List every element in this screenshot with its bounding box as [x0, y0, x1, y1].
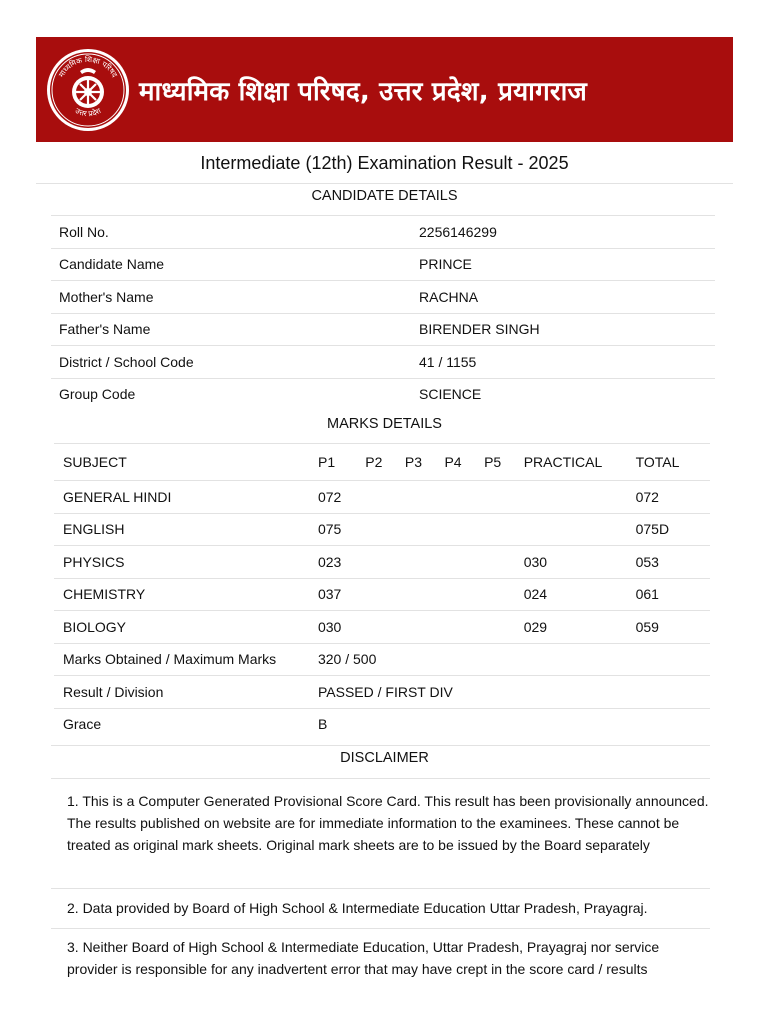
logo-text-bottom: उत्तर प्रदेश: [73, 105, 103, 118]
marks-header-row: [54, 444, 710, 481]
candidate-field-label: Roll No.: [51, 216, 411, 249]
mark-cell: [515, 513, 627, 546]
disclaimer-heading: DISCLAIMER: [340, 750, 429, 766]
header-banner: [36, 37, 733, 142]
mark-cell: [435, 513, 475, 546]
mark-cell: 030: [515, 546, 627, 579]
summary-label: Marks Obtained / Maximum Marks: [54, 643, 309, 676]
summary-label: Grace: [54, 708, 309, 740]
divider: [51, 888, 710, 889]
summary-label: Result / Division: [54, 676, 309, 709]
mark-cell: [515, 481, 627, 514]
mark-cell: [435, 546, 475, 579]
subject-row: [54, 578, 710, 611]
subject-row: [54, 481, 710, 514]
up-board-emblem-icon: [45, 47, 131, 133]
mark-cell: 072: [309, 481, 356, 514]
mark-cell: [475, 513, 515, 546]
mark-cell: [435, 481, 475, 514]
summary-row: [54, 708, 710, 740]
column-header: TOTAL: [627, 444, 710, 481]
mark-cell: 023: [309, 546, 356, 579]
candidate-row: [51, 313, 715, 346]
mark-cell: 075: [309, 513, 356, 546]
mark-cell: [356, 481, 396, 514]
mark-cell: 029: [515, 611, 627, 644]
divider: [51, 778, 710, 779]
summary-value: B: [309, 708, 710, 740]
candidate-field-value: RACHNA: [411, 281, 715, 314]
subject-row: [54, 611, 710, 644]
summary-value: PASSED / FIRST DIV: [309, 676, 710, 709]
disclaimer-item: 3. Neither Board of High School & Intermediate Education, Uttar Pradesh, Prayagraj nor service provider is responsible for any inadvertent error that may have crept in the score card / results: [67, 939, 660, 977]
mark-cell: [435, 611, 475, 644]
mark-cell: 059: [627, 611, 710, 644]
exam-title: Intermediate (12th) Examination Result - 2025: [36, 146, 733, 184]
column-header: SUBJECT: [54, 444, 309, 481]
column-header: P1: [309, 444, 356, 481]
candidate-field-value: SCIENCE: [411, 378, 715, 410]
summary-row: [54, 643, 710, 676]
mark-cell: [356, 546, 396, 579]
mark-cell: [475, 546, 515, 579]
candidate-field-value: 41 / 1155: [411, 346, 715, 379]
candidate-field-label: Group Code: [51, 378, 411, 410]
mark-cell: 061: [627, 578, 710, 611]
mark-cell: 075D: [627, 513, 710, 546]
mark-cell: [435, 578, 475, 611]
candidate-field-label: District / School Code: [51, 346, 411, 379]
subject-name: BIOLOGY: [54, 611, 309, 644]
candidate-row: [51, 216, 715, 249]
mark-cell: [356, 611, 396, 644]
column-header: P4: [435, 444, 475, 481]
mark-cell: [396, 611, 436, 644]
subject-name: PHYSICS: [54, 546, 309, 579]
column-header: PRACTICAL: [515, 444, 627, 481]
mark-cell: [356, 578, 396, 611]
marks-table: [54, 443, 710, 740]
mark-cell: [356, 513, 396, 546]
summary-row: [54, 676, 710, 709]
subject-row: [54, 513, 710, 546]
mark-cell: [475, 611, 515, 644]
summary-value: 320 / 500: [309, 643, 710, 676]
candidate-details-table: [51, 215, 715, 410]
candidate-row: [51, 378, 715, 410]
candidate-row: [51, 346, 715, 379]
mark-cell: [396, 481, 436, 514]
divider: [51, 745, 710, 746]
logo-text-top: माध्यमिक शिक्षा परिषद: [56, 54, 120, 79]
column-header: P2: [356, 444, 396, 481]
mark-cell: 037: [309, 578, 356, 611]
candidate-field-label: Father's Name: [51, 313, 411, 346]
candidate-field-label: Mother's Name: [51, 281, 411, 314]
candidate-row: [51, 281, 715, 314]
candidate-field-value: BIRENDER SINGH: [411, 313, 715, 346]
subject-name: ENGLISH: [54, 513, 309, 546]
mark-cell: 030: [309, 611, 356, 644]
candidate-field-label: Candidate Name: [51, 248, 411, 281]
subject-name: CHEMISTRY: [54, 578, 309, 611]
column-header: P5: [475, 444, 515, 481]
mark-cell: 024: [515, 578, 627, 611]
candidate-field-value: 2256146299: [411, 216, 715, 249]
board-name: माध्यमिक शिक्षा परिषद, उत्तर प्रदेश, प्रयागराज: [139, 76, 587, 107]
mark-cell: [475, 481, 515, 514]
subject-row: [54, 546, 710, 579]
mark-cell: [396, 513, 436, 546]
mark-cell: 053: [627, 546, 710, 579]
mark-cell: [475, 578, 515, 611]
disclaimer-item: 1. This is a Computer Generated Provisional Score Card. This result has been provisionally announced. The results published on website are for immediate information to the examinees. These cannot be treated as original mark sheets. Original mark sheets are to be issued by the Board separately: [67, 793, 709, 853]
mark-cell: [396, 546, 436, 579]
subject-name: GENERAL HINDI: [54, 481, 309, 514]
divider: [51, 928, 710, 929]
candidate-row: [51, 248, 715, 281]
mark-cell: [396, 578, 436, 611]
mark-cell: 072: [627, 481, 710, 514]
disclaimer-item: 2. Data provided by Board of High School & Intermediate Education Uttar Pradesh, Prayagraj.: [67, 900, 648, 916]
candidate-details-heading: CANDIDATE DETAILS: [311, 188, 458, 204]
marks-details-heading: MARKS DETAILS: [327, 416, 442, 432]
column-header: P3: [396, 444, 436, 481]
candidate-field-value: PRINCE: [411, 248, 715, 281]
